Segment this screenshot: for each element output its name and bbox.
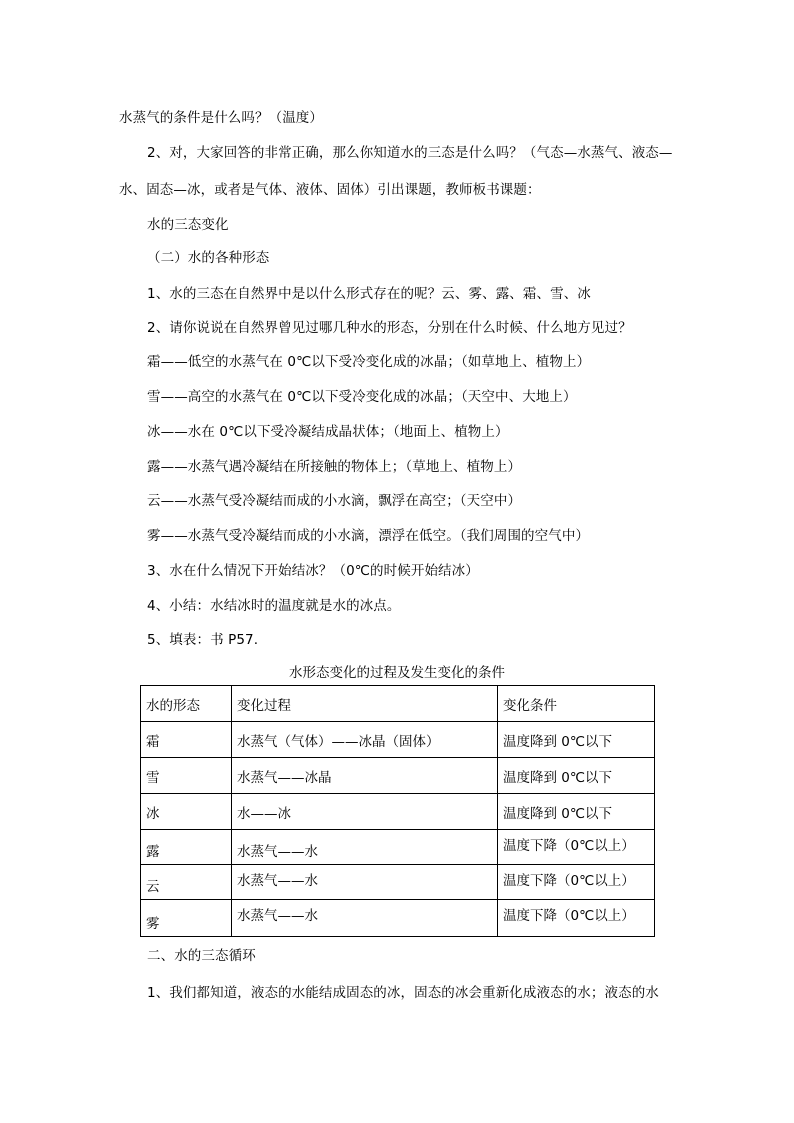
table-cell: 水——冰 [232, 794, 498, 830]
table-row [141, 830, 655, 865]
table-row [141, 794, 655, 830]
text-line: 3、水在什么情况下开始结冰？（0℃的时候开始结冰） [147, 563, 479, 579]
table-row [141, 758, 655, 794]
section-heading: 二、水的三态循环 [147, 948, 256, 964]
table-cell: 霜 [141, 722, 232, 758]
definition-cloud: 云——水蒸气受冷凝结而成的小水滴，飘浮在高空；（天空中） [147, 493, 522, 509]
table-cell: 温度下降（0℃以上） [498, 900, 655, 937]
text-line: 水、固态—冰，或者是气体、液体、固体）引出课题，教师板书课题： [119, 182, 541, 198]
table-cell: 水蒸气——冰晶 [232, 758, 498, 794]
definition-snow: 雪——高空的水蒸气在 0℃以下受冷变化成的冰晶；（天空中、大地上） [147, 389, 577, 405]
table-row [141, 722, 655, 758]
text-line: 5、填表：书 P57. [147, 632, 259, 648]
table-cell: 云 [141, 865, 232, 900]
table-header-cell: 水的形态 [141, 686, 232, 722]
table-row [141, 865, 655, 900]
definition-fog: 雾——水蒸气受冷凝结而成的小水滴，漂浮在低空。（我们周围的空气中） [147, 528, 590, 544]
table-header-cell: 变化过程 [232, 686, 498, 722]
text-line: 水蒸气的条件是什么吗？（温度） [119, 110, 323, 126]
table-cell: 温度下降（0℃以上） [498, 830, 655, 865]
summary-line: 4、小结：水结冰时的温度就是水的冰点。 [147, 598, 401, 614]
text-line: 1、水的三态在自然界中是以什么形式存在的呢？云、雾、露、霜、雪、冰 [147, 286, 591, 302]
table-cell: 露 [141, 830, 232, 865]
table-cell: 雪 [141, 758, 232, 794]
section-title: 水的三态变化 [147, 217, 229, 233]
table-header-row [141, 686, 655, 722]
table-cell: 水蒸气——水 [232, 900, 498, 937]
table-cell: 水蒸气——水 [232, 865, 498, 900]
table-cell: 温度降到 0℃以下 [498, 794, 655, 830]
text-line: 2、对，大家回答的非常正确，那么你知道水的三态是什么吗？（气态—水蒸气、液态— [147, 145, 673, 161]
table-cell: 温度降到 0℃以下 [498, 758, 655, 794]
table-cell: 水蒸气——水 [232, 830, 498, 865]
table-header-cell: 变化条件 [498, 686, 655, 722]
subsection-heading: （二）水的各种形态 [147, 250, 270, 266]
definition-ice: 冰——水在 0℃以下受冷凝结成晶状体；（地面上、植物上） [147, 424, 509, 440]
table-caption: 水形态变化的过程及发生变化的条件 [289, 665, 505, 681]
table-cell: 雾 [141, 900, 232, 937]
definition-frost: 霜——低空的水蒸气在 0℃以下受冷变化成的冰晶；（如草地上、植物上） [147, 354, 591, 370]
table-row [141, 900, 655, 937]
text-line: 2、请你说说在自然界曾见过哪几种水的形态，分别在什么时候、什么地方见过？ [147, 320, 632, 336]
table-cell: 温度降到 0℃以下 [498, 722, 655, 758]
water-forms-table [140, 685, 655, 937]
definition-dew: 露——水蒸气遇冷凝结在所接触的物体上；（草地上、植物上） [147, 459, 522, 475]
text-line: 1、我们都知道，液态的水能结成固态的冰，固态的冰会重新化成液态的水；液态的水 [147, 985, 659, 1001]
table-cell: 冰 [141, 794, 232, 830]
table-cell: 水蒸气（气体）——冰晶（固体） [232, 722, 498, 758]
table-cell: 温度下降（0℃以上） [498, 865, 655, 900]
